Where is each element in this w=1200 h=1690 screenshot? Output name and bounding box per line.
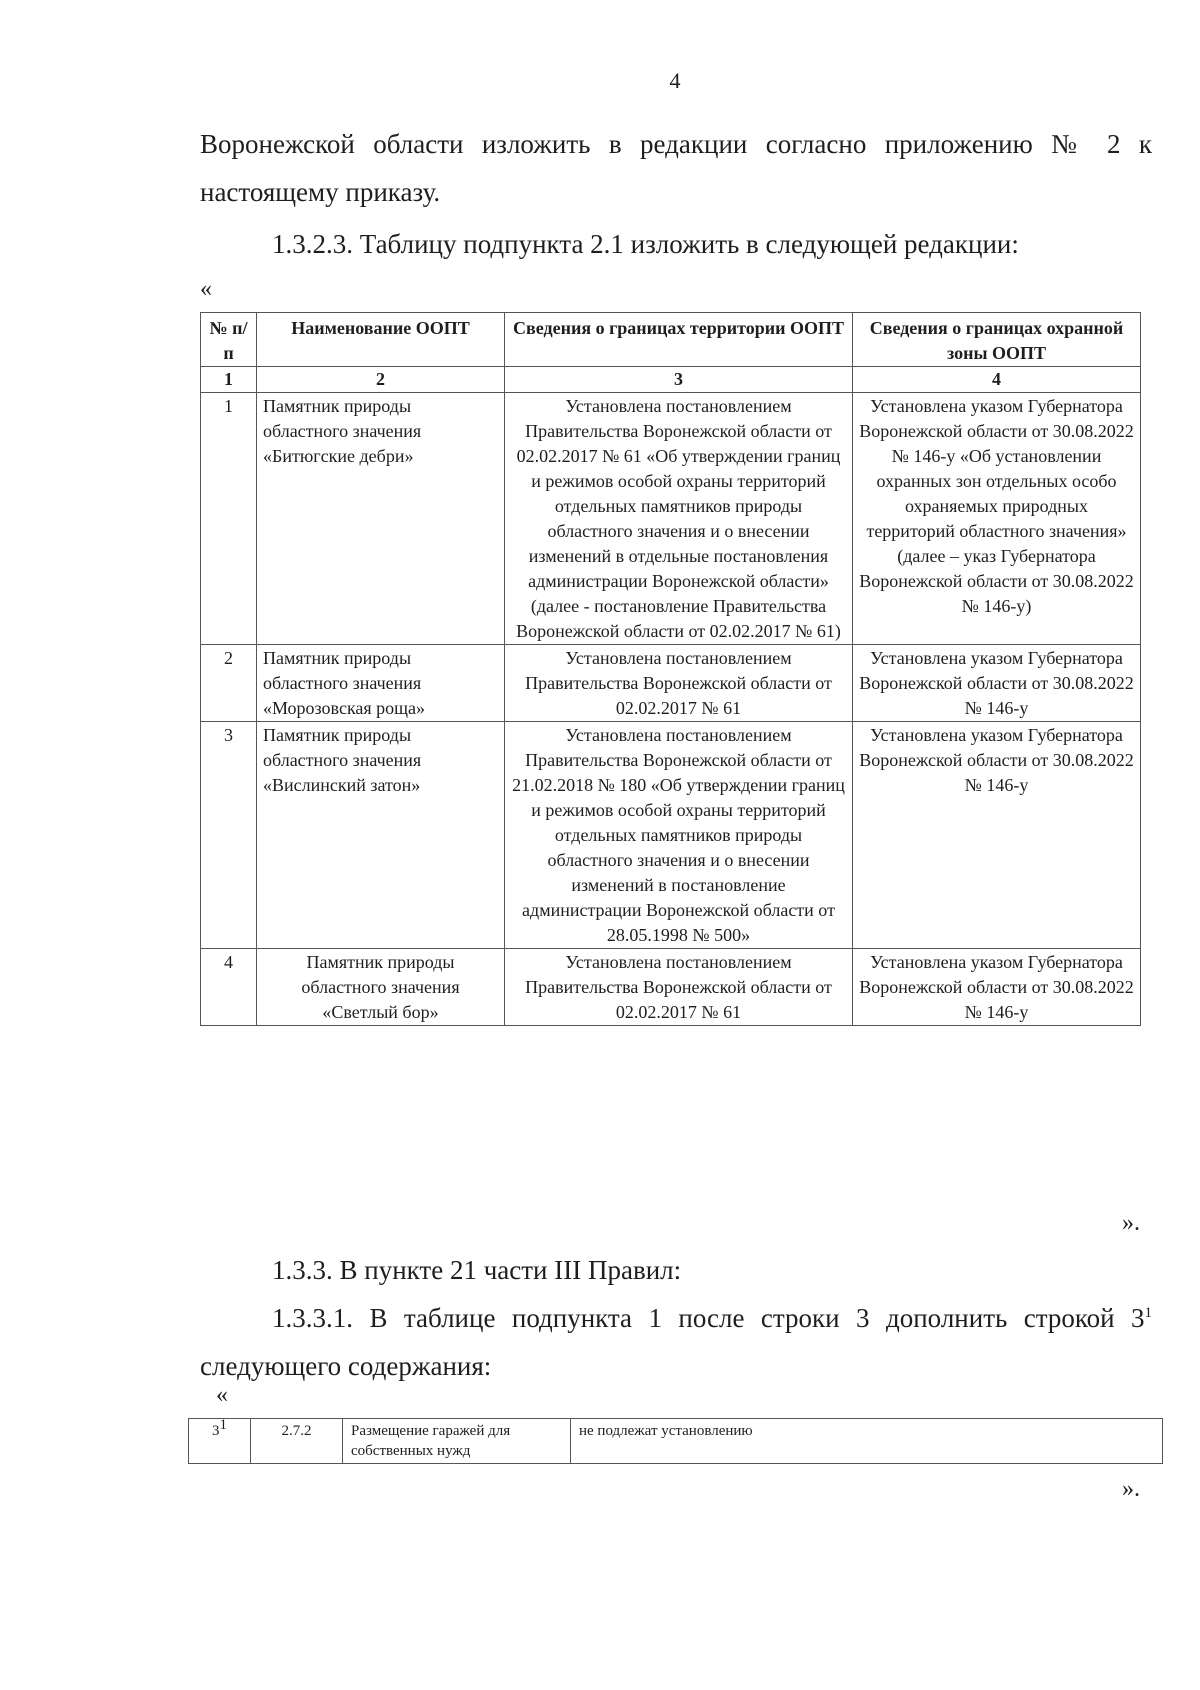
insert-row-number-sup: 1 [219, 1417, 227, 1433]
row-territory: Установлена постановлением Правительства Воронежской области от 02.02.2017 № 61 [505, 645, 853, 722]
row-zone: Установлена указом Губернатора Воронежской области от 30.08.2022 № 146-у «Об установлении охранных зон отдельных особо охраняемых природных территорий областного значения» (далее – указ Губернатора Воронежской области от 30.08.2022 № 146-у) [853, 393, 1141, 645]
header-territory: Сведения о границах территории ООПТ [505, 313, 853, 367]
row-name: Памятник природы областного значения «Вислинский затон» [257, 722, 505, 949]
oopt-table [200, 312, 1141, 1026]
quote-open-2: « [216, 1382, 228, 1408]
header-zone: Сведения о границах охранной зоны ООПТ [853, 313, 1141, 367]
clause-1-3-3-1-text: 1.3.3.1. В таблице подпункта 1 после строки 3 дополнить строкой 3 [272, 1303, 1145, 1333]
insert-row-name: Размещение гаражей для собственных нужд [343, 1419, 571, 1464]
table-row [201, 393, 1141, 645]
insert-row-value: не подлежат установлению [571, 1419, 1163, 1464]
header-number: № п/п [201, 313, 257, 367]
row-number: 3 [201, 722, 257, 949]
row-number: 1 [201, 393, 257, 645]
clause-1-3-2-3: 1.3.2.3. Таблицу подпункта 2.1 изложить в следующей редакции: [272, 229, 1019, 259]
table-header-row [201, 313, 1141, 367]
clause-1-3-3: 1.3.3. В пункте 21 части III Правил: [272, 1255, 682, 1285]
row-territory: Установлена постановлением Правительства Воронежской области от 02.02.2017 № 61 [505, 949, 853, 1026]
row-territory: Установлена постановлением Правительства Воронежской области от 21.02.2018 № 180 «Об утверждении границ и режимов особой охраны территорий отдельных памятников природы областного значения и о внесении изменений в постановление администрации Воронежской области от 28.05.1998 № 500» [505, 722, 853, 949]
table-row [201, 722, 1141, 949]
column-number: 1 [201, 367, 257, 393]
quote-open-1: « [200, 276, 212, 302]
row-name: Памятник природы областного значения «Битюгские дебри» [257, 393, 505, 645]
row-zone: Установлена указом Губернатора Воронежской области от 30.08.2022 № 146-у [853, 949, 1141, 1026]
row-name: Памятник природы областного значения «Светлый бор» [257, 949, 505, 1026]
intro-paragraph [200, 120, 1152, 216]
page-number: 4 [669, 68, 681, 93]
insert-row-code: 2.7.2 [251, 1419, 343, 1464]
quote-close-1: ». [1122, 1210, 1140, 1236]
column-number: 3 [505, 367, 853, 393]
clause-1-3-3-1-sup: 1 [1144, 1305, 1152, 1321]
row-zone: Установлена указом Губернатора Воронежской области от 30.08.2022 № 146-у [853, 722, 1141, 949]
clause-1-3-3-1-continuation: следующего содержания: [200, 1351, 492, 1381]
row-territory: Установлена постановлением Правительства Воронежской области от 02.02.2017 № 61 «Об утверждении границ и режимов особой охраны территорий отдельных памятников природы областного значения и о внесении изменений в отдельные постановления администрации Воронежской области» (далее - постановление Правительства Воронежской области от 02.02.2017 № 61) [505, 393, 853, 645]
intro-line-1: Воронежской области изложить в редакции согласно приложению № 2 к [200, 129, 1152, 159]
row-zone: Установлена указом Губернатора Воронежской области от 30.08.2022 № 146-у [853, 645, 1141, 722]
row-name: Памятник природы областного значения «Морозовская роща» [257, 645, 505, 722]
column-number-row [201, 367, 1141, 393]
quote-close-2: ». [1122, 1476, 1140, 1502]
column-number: 2 [257, 367, 505, 393]
row-number: 2 [201, 645, 257, 722]
table-row [201, 645, 1141, 722]
row-number: 4 [201, 949, 257, 1026]
column-number: 4 [853, 367, 1141, 393]
header-name: Наименование ООПТ [257, 313, 505, 367]
table-row [189, 1419, 1163, 1464]
clause-1-3-3-1 [272, 1294, 1152, 1342]
insert-row-number [189, 1419, 251, 1464]
insert-row-number-text: 3 [212, 1423, 220, 1439]
intro-line-2: настоящему приказу. [200, 177, 441, 207]
table-row [201, 949, 1141, 1026]
insert-row-table [188, 1418, 1163, 1464]
